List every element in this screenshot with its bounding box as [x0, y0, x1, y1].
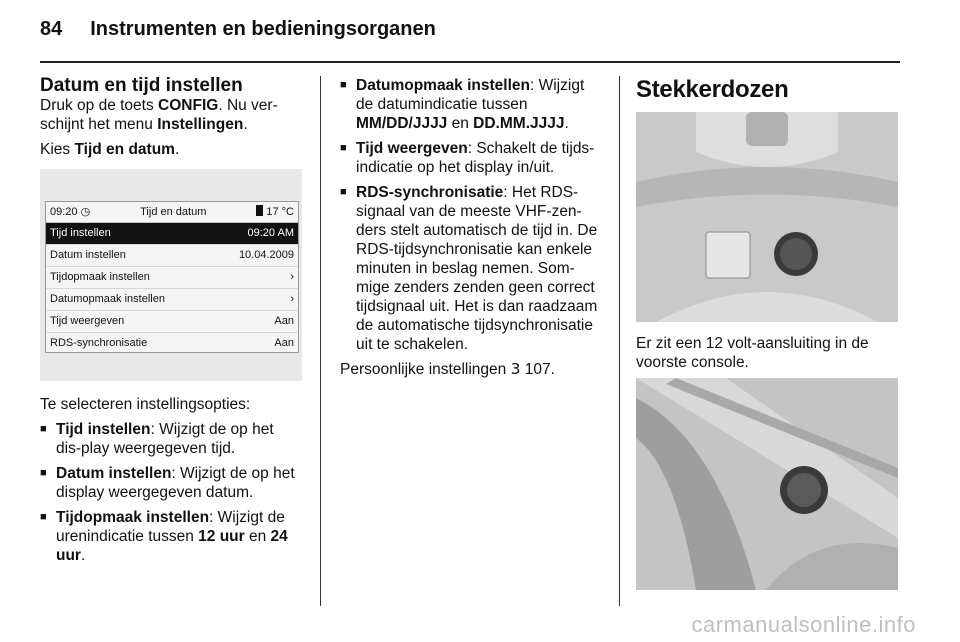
option-desc: : Wijzigt de op het dis-play weergegeven tijd.: [56, 421, 274, 457]
options-list: [40, 420, 302, 565]
row-label: Datumopmaak instellen: [50, 293, 165, 305]
photo-socket-closeup: [636, 378, 898, 590]
page-header: [40, 18, 900, 48]
option-desc: : Het RDS-signaal van de meeste VHF-zen-ders stelt automatisch de tijd in. De RDS-tijdsynchronisatie kan enkele minuten in beslag nemen. Som-mige zenders zenden geen correct tijdsignaal uit. Het is dan raadzaam de automatische tijdsynchronisatie uit te schakelen.: [356, 184, 598, 353]
row-value: Aan: [274, 337, 294, 349]
row-label: Tijd weergeven: [50, 315, 125, 327]
text: Druk op de toets: [40, 97, 159, 114]
row-label: Datum instellen: [50, 249, 126, 261]
format-value: MM/DD/JJJJ: [356, 115, 448, 132]
section-heading-date-time: Datum en tijd instellen: [40, 75, 243, 96]
row-label: RDS-synchronisatie: [50, 337, 148, 349]
column-2: [340, 76, 604, 385]
arrow-icon: 3: [510, 360, 521, 378]
row-value: 10.04.2009: [238, 249, 294, 261]
page-number: 84: [40, 18, 63, 40]
option-desc: : Wijzigt de op het display weergegeven datum.: [56, 465, 295, 501]
column-divider-2: [619, 76, 620, 606]
display-top-bar: [46, 202, 298, 223]
text: en: [447, 115, 474, 132]
option-name: Tijd instellen: [56, 421, 151, 438]
options-list-continued: [340, 76, 604, 354]
photo-front-console: [636, 112, 898, 322]
paragraph-choose: [40, 140, 302, 159]
text: . Nu ver-schijnt het menu: [40, 97, 278, 133]
option-name: RDS-synchronisatie: [356, 184, 504, 201]
format-value: DD.MM.JJJJ: [473, 115, 565, 132]
row-label: Tijd instellen: [50, 227, 111, 239]
column-1: [40, 76, 302, 571]
display-clock: [50, 203, 90, 222]
format-value: 24 uur: [56, 528, 288, 564]
display-temp: [256, 203, 294, 222]
display-title: Tijd en datum: [140, 205, 207, 218]
clock-value: 09:20: [50, 205, 78, 218]
option-name: Datum instellen: [56, 465, 172, 482]
reference-page: 107.: [520, 361, 555, 378]
display-row: [46, 333, 298, 354]
list-item: [40, 464, 302, 502]
page-title: Instrumenten en bedieningsorganen: [90, 18, 436, 40]
socket-illustration: [636, 378, 898, 590]
temp-value: 17 °C: [266, 205, 294, 218]
clock-icon: ◷: [80, 205, 91, 218]
list-item: [40, 508, 302, 565]
list-item: [340, 76, 604, 133]
key-config: CONFIG: [158, 97, 219, 114]
watermark: carmanualsonline.info: [691, 612, 916, 637]
row-label: Tijdopmaak instellen: [50, 271, 150, 283]
display-row: [46, 245, 298, 267]
option-desc: : Wijzigt de datumindicatie tussen: [356, 77, 585, 113]
option-name: Datumopmaak instellen: [356, 77, 530, 94]
option-name: Tijd weergeven: [356, 140, 468, 157]
display-row: [46, 289, 298, 311]
reference-text: Persoonlijke instellingen: [340, 361, 511, 378]
text: .: [174, 141, 180, 158]
console-illustration: [636, 112, 898, 322]
menu-name: Instellingen: [157, 116, 244, 133]
display-screen: [45, 201, 299, 353]
text: Kies: [40, 141, 75, 158]
cross-reference[interactable]: [340, 360, 604, 379]
list-item: [340, 139, 604, 177]
display-row: [46, 311, 298, 333]
list-item: [40, 420, 302, 458]
column-divider-1: [320, 76, 321, 606]
options-intro: Te selecteren instellingsopties:: [40, 396, 251, 413]
header-rule: [40, 61, 900, 63]
format-value: 12 uur: [198, 528, 245, 545]
option-name: Tijdopmaak instellen: [56, 509, 210, 526]
thermometer-icon: [256, 205, 263, 216]
text: .: [564, 115, 569, 132]
chevron-right-icon: ›: [290, 293, 294, 305]
chevron-right-icon: ›: [290, 271, 294, 283]
option-desc: : Schakelt de tijds-indicatie op het display in/uit.: [356, 140, 595, 176]
text: .: [80, 547, 86, 564]
row-value: Aan: [274, 315, 294, 327]
display-row: [46, 267, 298, 289]
display-row: [46, 223, 298, 245]
column-3: [636, 76, 898, 590]
display-screenshot: [40, 169, 302, 381]
text: en: [244, 528, 271, 545]
row-value: 09:20 AM: [247, 227, 294, 239]
text: .: [243, 116, 248, 133]
paragraph-config: [40, 96, 302, 134]
list-item: [340, 183, 604, 354]
section-heading-sockets: Stekkerdozen: [636, 76, 789, 103]
sockets-caption: Er zit een 12 volt-aansluiting in de voorste console.: [636, 335, 869, 371]
option-desc: : Wijzigt de urenindicatie tussen: [56, 509, 285, 545]
menu-item-name: Tijd en datum: [74, 141, 175, 158]
